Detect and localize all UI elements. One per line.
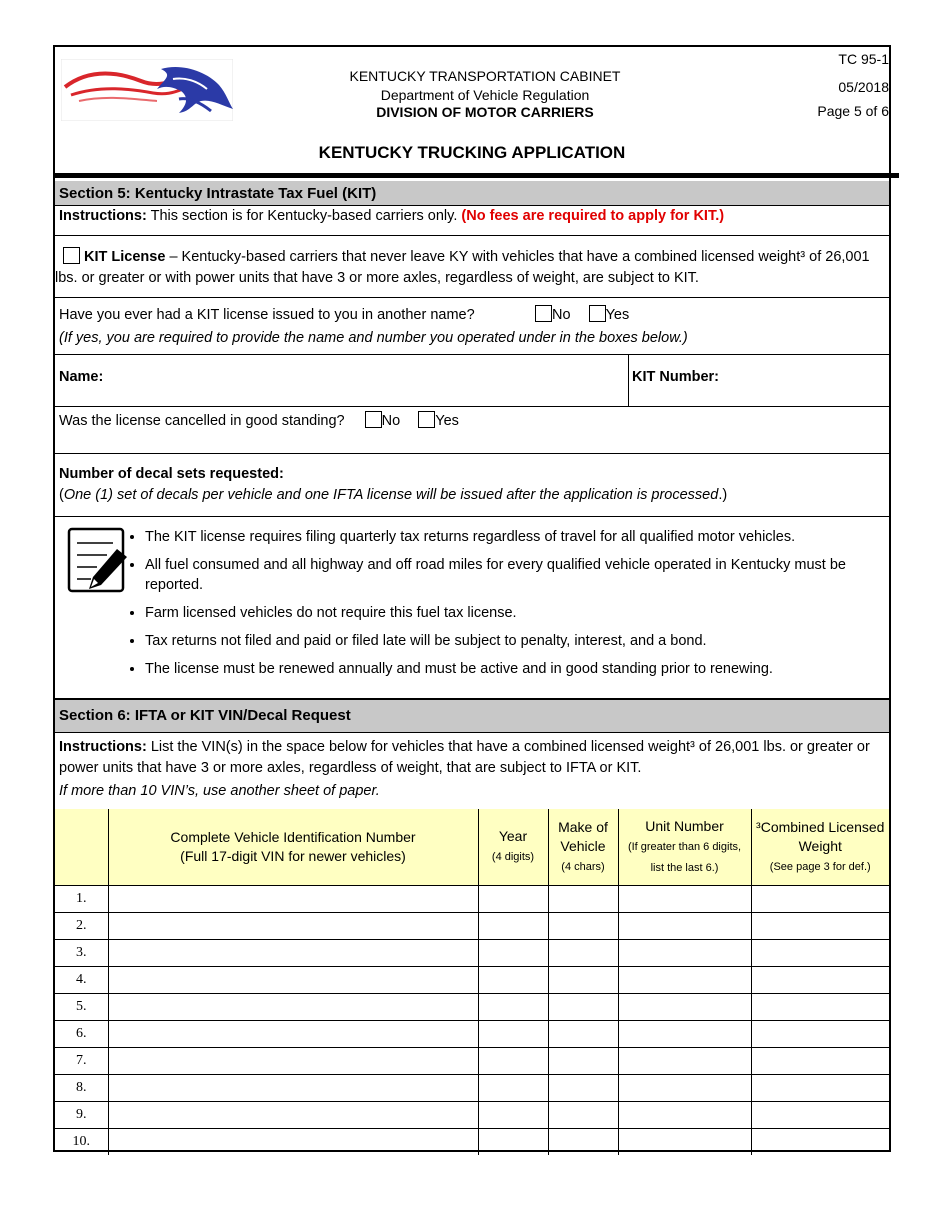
section5-instructions — [59, 206, 724, 227]
row-number: 7. — [55, 1048, 108, 1075]
year-cell[interactable] — [478, 913, 548, 940]
divider — [55, 453, 889, 454]
table-row — [55, 1048, 889, 1075]
table-row — [55, 1021, 889, 1048]
divider — [55, 516, 889, 517]
row-number: 3. — [55, 940, 108, 967]
yes-label: Yes — [435, 413, 459, 429]
divider — [55, 406, 889, 407]
instructions-text: This section is for Kentucky-based carriers only. — [150, 208, 458, 224]
year-header-main: Year — [498, 828, 528, 844]
unit-cell[interactable] — [618, 1102, 751, 1129]
unit-cell[interactable] — [618, 967, 751, 994]
kit-requirements-list — [129, 527, 905, 687]
table-row — [55, 913, 889, 940]
weight-header-main: ³Combined Licensed Weight — [756, 818, 885, 854]
list-item: • The KIT license requires filing quarterly tax returns regardless of travel for all qualified motor vehicles. — [145, 527, 905, 547]
name-label: Name: — [59, 369, 104, 385]
vin-cell[interactable] — [108, 994, 478, 1021]
divider — [55, 732, 889, 733]
unit-cell[interactable] — [618, 1075, 751, 1102]
weight-cell[interactable] — [751, 886, 889, 913]
form-date: 05/2018 — [838, 79, 889, 95]
vin-cell[interactable] — [108, 1021, 478, 1048]
vin-cell[interactable] — [108, 940, 478, 967]
make-cell[interactable] — [548, 1048, 618, 1075]
cancelled-no-checkbox[interactable] — [365, 411, 382, 428]
list-item: • The license must be renewed annually and must be active and in good standing prior to renewing. — [145, 659, 905, 679]
make-cell[interactable] — [548, 1075, 618, 1102]
header-divider — [55, 173, 899, 178]
year-cell[interactable] — [478, 1075, 548, 1102]
unit-cell[interactable] — [618, 940, 751, 967]
vin-cell[interactable] — [108, 1075, 478, 1102]
kit-license-text: – Kentucky-based carriers that never leave KY with vehicles that have a combined licensed weight³ of 26,001 lbs. or greater or with power units that have 3 or more axles, regardless of weight, are subject to KIT. — [55, 249, 870, 286]
weight-cell[interactable] — [751, 1048, 889, 1075]
instructions-text: List the VIN(s) in the space below for vehicles that have a combined licensed weight³ of 26,001 lbs. or greater or power units that have 3 or more axles, regardless of weight, that are subject to IFTA or KIT. — [59, 739, 870, 776]
weight-cell[interactable] — [751, 1102, 889, 1129]
unit-header-sub: (If greater than 6 digits, list the last 6.) — [627, 840, 742, 874]
make-header-sub: (4 chars) — [561, 860, 605, 873]
table-row — [55, 1075, 889, 1102]
vin-cell[interactable] — [108, 1129, 478, 1156]
weight-column-header — [751, 809, 889, 886]
table-row — [55, 994, 889, 1021]
unit-cell[interactable] — [618, 913, 751, 940]
decals-label: Number of decal sets requested: — [59, 466, 284, 482]
decals-input[interactable] — [295, 459, 885, 483]
make-cell[interactable] — [548, 967, 618, 994]
no-label: No — [381, 413, 401, 429]
weight-cell[interactable] — [751, 1021, 889, 1048]
page-title: KENTUCKY TRUCKING APPLICATION — [318, 143, 626, 162]
cancelled-question: Was the license cancelled in good standing? — [59, 413, 345, 429]
table-row — [55, 1102, 889, 1129]
other-name-no-option — [535, 305, 629, 326]
vin-header-sub: (Full 17-digit VIN for newer vehicles) — [180, 848, 406, 864]
cancelled-question-block — [59, 411, 459, 432]
unit-cell[interactable] — [618, 1129, 751, 1156]
weight-cell[interactable] — [751, 994, 889, 1021]
table-header-row — [55, 809, 889, 886]
instructions-label: Instructions: — [59, 208, 147, 224]
section6-instructions — [59, 737, 885, 779]
row-number-header — [55, 809, 108, 886]
row-number: 8. — [55, 1075, 108, 1102]
make-cell[interactable] — [548, 994, 618, 1021]
make-cell[interactable] — [548, 1021, 618, 1048]
weight-header-sub: (See page 3 for def.) — [769, 860, 871, 873]
year-cell[interactable] — [478, 1129, 548, 1156]
year-cell[interactable] — [478, 1021, 548, 1048]
row-number: 4. — [55, 967, 108, 994]
make-cell[interactable] — [548, 940, 618, 967]
row-number: 6. — [55, 1021, 108, 1048]
divider — [55, 297, 889, 298]
year-cell[interactable] — [478, 886, 548, 913]
divider — [55, 235, 889, 236]
kit-license-label: KIT License — [84, 249, 166, 265]
kit-number-label: KIT Number: — [632, 369, 719, 385]
year-cell[interactable] — [478, 1048, 548, 1075]
form-header — [55, 47, 889, 175]
decals-note-close: .) — [718, 487, 728, 503]
list-item: • All fuel consumed and all highway and off road miles for every qualified vehicle operated in Kentucky must be reported. — [145, 555, 905, 595]
decals-note-open: ( — [59, 487, 64, 503]
make-cell[interactable] — [548, 1129, 618, 1156]
unit-cell[interactable] — [618, 1048, 751, 1075]
vin-table — [55, 809, 889, 1155]
unit-column-header — [618, 809, 751, 886]
weight-cell[interactable] — [751, 1075, 889, 1102]
kit-license-block — [55, 247, 885, 289]
form-number: TC 95-1 — [838, 51, 889, 67]
table-row — [55, 967, 889, 994]
table-row — [55, 886, 889, 913]
name-input[interactable] — [107, 355, 627, 405]
vin-header-main: Complete Vehicle Identification Number — [170, 829, 416, 845]
unit-cell[interactable] — [618, 1021, 751, 1048]
year-column-header — [478, 809, 548, 886]
agency-line1: KENTUCKY TRANSPORTATION CABINET — [349, 68, 621, 84]
vin-cell[interactable] — [108, 967, 478, 994]
ktc-logo — [61, 59, 233, 121]
vin-cell[interactable] — [108, 1048, 478, 1075]
other-name-no-checkbox[interactable] — [535, 305, 552, 322]
yes-label: Yes — [605, 307, 630, 323]
unit-cell[interactable] — [618, 994, 751, 1021]
agency-line2: Department of Vehicle Regulation — [380, 87, 590, 103]
year-cell[interactable] — [478, 994, 548, 1021]
decals-note-italic: One (1) set of decals per vehicle and one IFTA license will be issued after the application is processed — [63, 487, 719, 503]
kit-license-checkbox[interactable] — [63, 247, 80, 264]
form-id-block — [817, 47, 889, 123]
vin-cell[interactable] — [108, 913, 478, 940]
no-label: No — [552, 307, 571, 323]
agency-line3: DIVISION OF MOTOR CARRIERS — [376, 104, 594, 120]
row-number: 10. — [55, 1129, 108, 1156]
table-row — [55, 1129, 889, 1156]
kit-number-input[interactable] — [725, 355, 885, 405]
section6-heading: Section 6: IFTA or KIT VIN/Decal Request — [55, 700, 889, 732]
list-item: • Farm licensed vehicles do not require this fuel tax license. — [145, 603, 905, 623]
instructions-label: Instructions: — [59, 739, 147, 755]
divider — [628, 355, 629, 406]
other-name-yes-checkbox[interactable] — [589, 305, 606, 322]
agency-block — [285, 67, 685, 122]
year-header-sub: (4 digits) — [491, 851, 535, 863]
notepad-pencil-icon — [67, 527, 127, 595]
make-column-header — [548, 809, 618, 886]
unit-header-main: Unit Number — [645, 817, 724, 834]
year-cell[interactable] — [478, 1102, 548, 1129]
list-item: • Tax returns not filed and paid or filed late will be subject to penalty, interest, and a bond. — [145, 631, 905, 651]
form-page — [53, 45, 891, 1152]
make-cell[interactable] — [548, 1102, 618, 1129]
vin-column-header — [108, 809, 478, 886]
vin-cell[interactable] — [108, 886, 478, 913]
cancelled-yes-checkbox[interactable] — [418, 411, 435, 428]
weight-cell[interactable] — [751, 967, 889, 994]
year-cell[interactable] — [478, 940, 548, 967]
make-cell[interactable] — [548, 913, 618, 940]
row-number: 1. — [55, 886, 108, 913]
table-row — [55, 940, 889, 967]
section5-heading: Section 5: Kentucky Intrastate Tax Fuel (KIT) — [55, 181, 889, 205]
vin-cell[interactable] — [108, 1102, 478, 1129]
decals-note — [59, 485, 727, 506]
weight-cell[interactable] — [751, 940, 889, 967]
row-number: 9. — [55, 1102, 108, 1129]
year-cell[interactable] — [478, 967, 548, 994]
weight-cell[interactable] — [751, 913, 889, 940]
row-number: 5. — [55, 994, 108, 1021]
row-number: 2. — [55, 913, 108, 940]
weight-cell[interactable] — [751, 1129, 889, 1156]
make-cell[interactable] — [548, 886, 618, 913]
other-name-question: Have you ever had a KIT license issued to you in another name? — [59, 307, 475, 323]
unit-cell[interactable] — [618, 886, 751, 913]
make-header-main: Make of Vehicle — [558, 818, 608, 854]
no-fees-note: (No fees are required to apply for KIT.) — [461, 208, 725, 224]
extra-vin-note: If more than 10 VIN’s, use another sheet of paper. — [59, 783, 380, 799]
page-number: Page 5 of 6 — [817, 103, 889, 119]
other-name-note: (If yes, you are required to provide the name and number you operated under in the boxes below.) — [59, 330, 688, 346]
